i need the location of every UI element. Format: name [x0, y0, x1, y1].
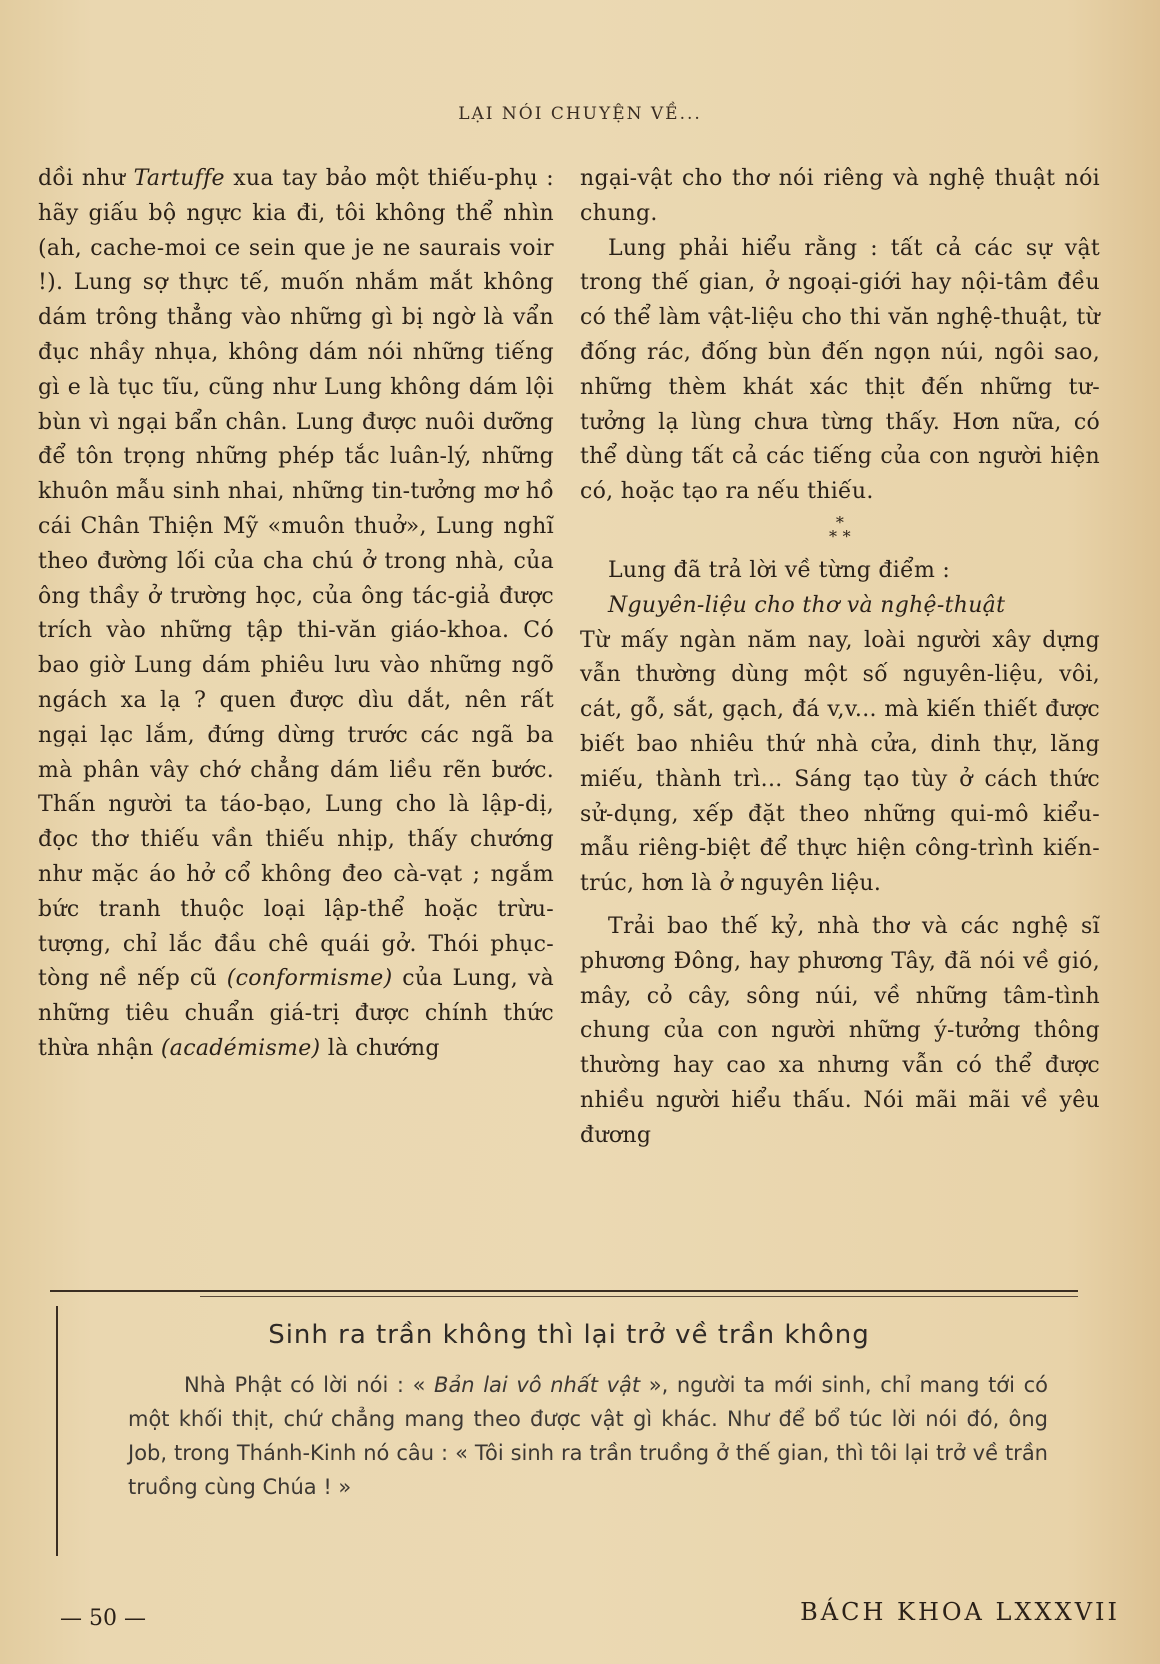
sidebar-box: [56, 1306, 1080, 1556]
italic-span: Bản lai vô nhất vật: [434, 1373, 641, 1397]
box-text: [128, 1368, 1048, 1504]
text-span: Nhà Phật có lời nói : «: [184, 1373, 435, 1397]
text-span: xua tay bảo một thiếu-phụ : hãy giấu bộ ngực kia đi, tôi không thể nhìn (ah, cache-moi ce sein que je ne saurais voir !). Lung sợ thực tế, muốn nhắm mắt không dám trông thẳng vào những gì bị ngờ là vẩn đục nhầy nhụa, không dám nói những tiếng gì e là tục tĩu, cũng như Lung không dám lội bùn vì ngại bẩn chân. Lung được nuôi dưỡng để tôn trọng những phép tắc luân-lý, những khuôn mẫu sinh nhai, những tin-tưởng mơ hồ cái Chân Thiện Mỹ «muôn thuở», Lung nghĩ theo đường lối của cha chú ở trong nhà, của ông thầy ở trường học, của ông tác-giả được trích vào những tập thi-văn giáo-khoa. Có bao giờ Lung dám phiêu lưu vào những ngõ ngách xa lạ ? quen được dìu dắt, nên rất ngại lạc lắm, đứng dừng trước các ngã ba mà phân vây chớ chẳng dám liều rẽn bước. Thấn người ta táo-bạo, Lung cho là lập-dị, đọc thơ thiếu vần thiếu nhịp, thấy chướng như mặc áo hở cổ không đeo cà-vạt ; ngắm bức tranh thuộc loại lập-thể hoặc trừu-tượng, chỉ lắc đầu chê quái gở. Thói phục-tòng nề nếp cũ: [38, 166, 554, 992]
italic-span: (académisme): [160, 1035, 321, 1061]
box-title: Sinh ra trần không thì lại trở về trần không: [268, 1320, 870, 1350]
star-bottom: * *: [829, 526, 851, 546]
box-top-rule-secondary: [200, 1296, 1078, 1297]
star-top: *: [835, 512, 845, 532]
journal-title: BÁCH KHOA LXXXVII: [800, 1598, 1120, 1626]
box-top-rule: [50, 1290, 1078, 1292]
page-number: — 50 —: [60, 1606, 146, 1631]
right-paragraph-2: Lung phải hiểu rằng : tất cả các sự vật trong thế gian, ở ngoại-giới hay nội-tâm đều có thể làm vật-liệu cho thi văn nghệ-thuật, từ đống rác, đống bùn đến ngọn núi, ngôi sao, những thèm khát xác thịt đến những tư-tưởng lạ lùng chưa từng thấy. Hơn nữa, có thể dùng tất cả các tiếng của con người hiện có, hoặc tạo ra nếu thiếu.: [580, 235, 1100, 505]
text-span: dồi như: [38, 166, 134, 191]
italic-span: (conformisme): [226, 966, 393, 992]
right-paragraph-3: Lung đã trả lời về từng điểm :: [608, 557, 951, 583]
running-header: LẠI NÓI CHUYỆN VỀ...: [458, 104, 702, 124]
right-column: [580, 162, 1100, 1154]
left-paragraph: [38, 162, 554, 1067]
left-column: [38, 162, 554, 1067]
section-separator: [580, 512, 1100, 546]
right-paragraph-4: Từ mấy ngàn năm nay, loài người xây dựng vẫn thường dùng một số nguyên-liệu, vôi, cát, gỗ, sắt, gạch, đá v,v... mà kiến thiết được biết bao nhiêu thứ nhà cửa, dinh thự, lăng miếu, thành trì... Sáng tạo tùy ở cách thức sử-dụng, xếp đặt theo những qui-mô kiểu-mẫu riêng-biệt để thực hiện công-trình kiến-trúc, hơn là ở nguyên liệu.: [580, 627, 1100, 897]
text-span: của Lung, và những tiêu chuẩn giá-trị được chính thức thừa nhận: [38, 966, 554, 1061]
right-paragraph-1: ngại-vật cho thơ nói riêng và nghệ thuật nói chung.: [580, 166, 1100, 226]
right-paragraph-5: Trải bao thế kỷ, nhà thơ và các nghệ sĩ phương Đông, hay phương Tây, đã nói về gió, mây, cỏ cây, sông núi, về những tâm-tình chung của con người những ý-tưởng thông thường hay cao xa nhưng vẫn có thể được nhiều người hiểu thấu. Nói mãi mãi về yêu đương: [580, 913, 1100, 1148]
section-title: Nguyên-liệu cho thơ và nghệ-thuật: [608, 592, 1006, 618]
italic-span: Tartuffe: [133, 166, 225, 191]
text-span: là chướng: [320, 1035, 440, 1061]
text-span: », người ta mới sinh, chỉ mang tới có một khối thịt, chứ chẳng mang theo được vật gì khác. Như để bổ túc lời nói đó, ông Job, trong Thánh-Kinh nó câu : « Tôi sinh ra trần truồng ở thế gian, thì tôi lại trở về trần truồng cùng Chúa ! »: [128, 1373, 1048, 1499]
